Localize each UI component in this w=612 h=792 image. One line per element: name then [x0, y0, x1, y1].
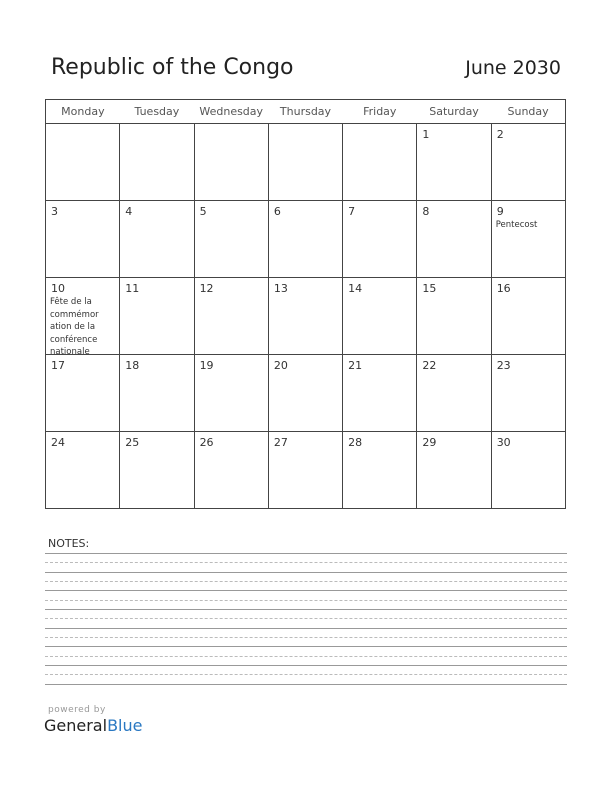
day-number: 8 [422, 205, 430, 218]
holiday-label: Fête de la commémor ation de la conférence nationale [50, 297, 99, 357]
day-cell [343, 124, 417, 201]
notes-line [45, 581, 567, 582]
calendar-grid [45, 99, 566, 509]
calendar-month-label: June 2030 [465, 57, 561, 79]
day-cell [343, 432, 417, 509]
day-number: 3 [51, 205, 58, 218]
day-number: 25 [125, 436, 140, 449]
day-cell [268, 432, 342, 509]
day-cell [343, 355, 417, 432]
day-cell [417, 355, 491, 432]
calendar-country-title: Republic of the Congo [51, 55, 294, 80]
day-number: 13 [273, 282, 288, 295]
day-cell [46, 432, 120, 509]
notes-line [45, 684, 567, 685]
day-cell [194, 278, 268, 355]
day-number: 27 [273, 436, 288, 449]
day-cell [46, 278, 120, 355]
weekday-monday: Monday [46, 100, 120, 124]
day-number: 22 [422, 359, 437, 372]
day-cell [343, 278, 417, 355]
day-number: 9 [496, 205, 504, 218]
day-cell [194, 124, 268, 201]
day-number: 2 [496, 128, 504, 141]
day-cell [417, 124, 491, 201]
day-cell [120, 201, 194, 278]
day-cell [194, 201, 268, 278]
week-row-1 [46, 124, 566, 201]
day-number: 20 [273, 359, 288, 372]
notes-line [45, 572, 567, 573]
day-cell [491, 124, 565, 201]
day-number: 16 [496, 282, 511, 295]
week-row-4 [46, 355, 566, 432]
day-cell [194, 432, 268, 509]
day-cell [417, 432, 491, 509]
weekday-tuesday: Tuesday [120, 100, 194, 124]
day-number: 12 [199, 282, 214, 295]
day-cell [120, 278, 194, 355]
notes-line [45, 618, 567, 619]
day-number: 11 [125, 282, 140, 295]
day-number: 21 [348, 359, 363, 372]
week-row-5 [46, 432, 566, 509]
holiday-label: Pentecost [495, 220, 538, 230]
day-number: 15 [422, 282, 437, 295]
day-number: 10 [51, 282, 65, 295]
day-number: 29 [422, 436, 437, 449]
brand-general-text: General [44, 716, 108, 735]
day-number: 17 [51, 359, 65, 372]
day-cell [491, 278, 565, 355]
day-number: 28 [348, 436, 363, 449]
day-number: 4 [125, 205, 133, 218]
day-cell [46, 201, 120, 278]
day-number: 24 [51, 436, 65, 449]
powered-by-label: powered by [48, 705, 106, 715]
day-cell [194, 355, 268, 432]
day-cell [491, 201, 565, 278]
notes-line [45, 600, 567, 601]
generalblue-logo [44, 716, 142, 735]
day-number: 1 [422, 128, 430, 141]
brand-blue-text: Blue [107, 716, 143, 735]
day-cell [120, 124, 194, 201]
day-number: 23 [496, 359, 511, 372]
day-number: 7 [348, 205, 356, 218]
day-cell [120, 432, 194, 509]
week-row-3 [46, 278, 566, 355]
day-number: 6 [273, 205, 281, 218]
day-number: 5 [199, 205, 207, 218]
weekday-header-row [46, 100, 566, 124]
notes-line [45, 674, 567, 675]
day-cell [120, 355, 194, 432]
notes-line [45, 656, 567, 657]
day-number: 18 [125, 359, 140, 372]
notes-line [45, 562, 567, 563]
day-cell [343, 201, 417, 278]
day-cell [417, 201, 491, 278]
day-cell [268, 124, 342, 201]
notes-line [45, 553, 567, 554]
day-cell [417, 278, 491, 355]
weekday-sunday: Sunday [491, 100, 565, 124]
notes-line [45, 665, 567, 666]
day-number: 14 [348, 282, 363, 295]
notes-line [45, 609, 567, 610]
notes-line [45, 628, 567, 629]
day-cell [491, 355, 565, 432]
notes-line [45, 590, 567, 591]
weekday-wednesday: Wednesday [194, 100, 268, 124]
weekday-saturday: Saturday [417, 100, 491, 124]
day-number: 30 [496, 436, 511, 449]
day-cell [46, 355, 120, 432]
day-number: 19 [199, 359, 214, 372]
weekday-thursday: Thursday [268, 100, 342, 124]
notes-line [45, 646, 567, 647]
day-cell [491, 432, 565, 509]
week-row-2 [46, 201, 566, 278]
day-number: 26 [199, 436, 214, 449]
weekday-friday: Friday [343, 100, 417, 124]
day-cell [268, 201, 342, 278]
notes-label: NOTES: [48, 537, 90, 550]
day-cell [46, 124, 120, 201]
notes-line [45, 637, 567, 638]
day-cell [268, 355, 342, 432]
day-cell [268, 278, 342, 355]
